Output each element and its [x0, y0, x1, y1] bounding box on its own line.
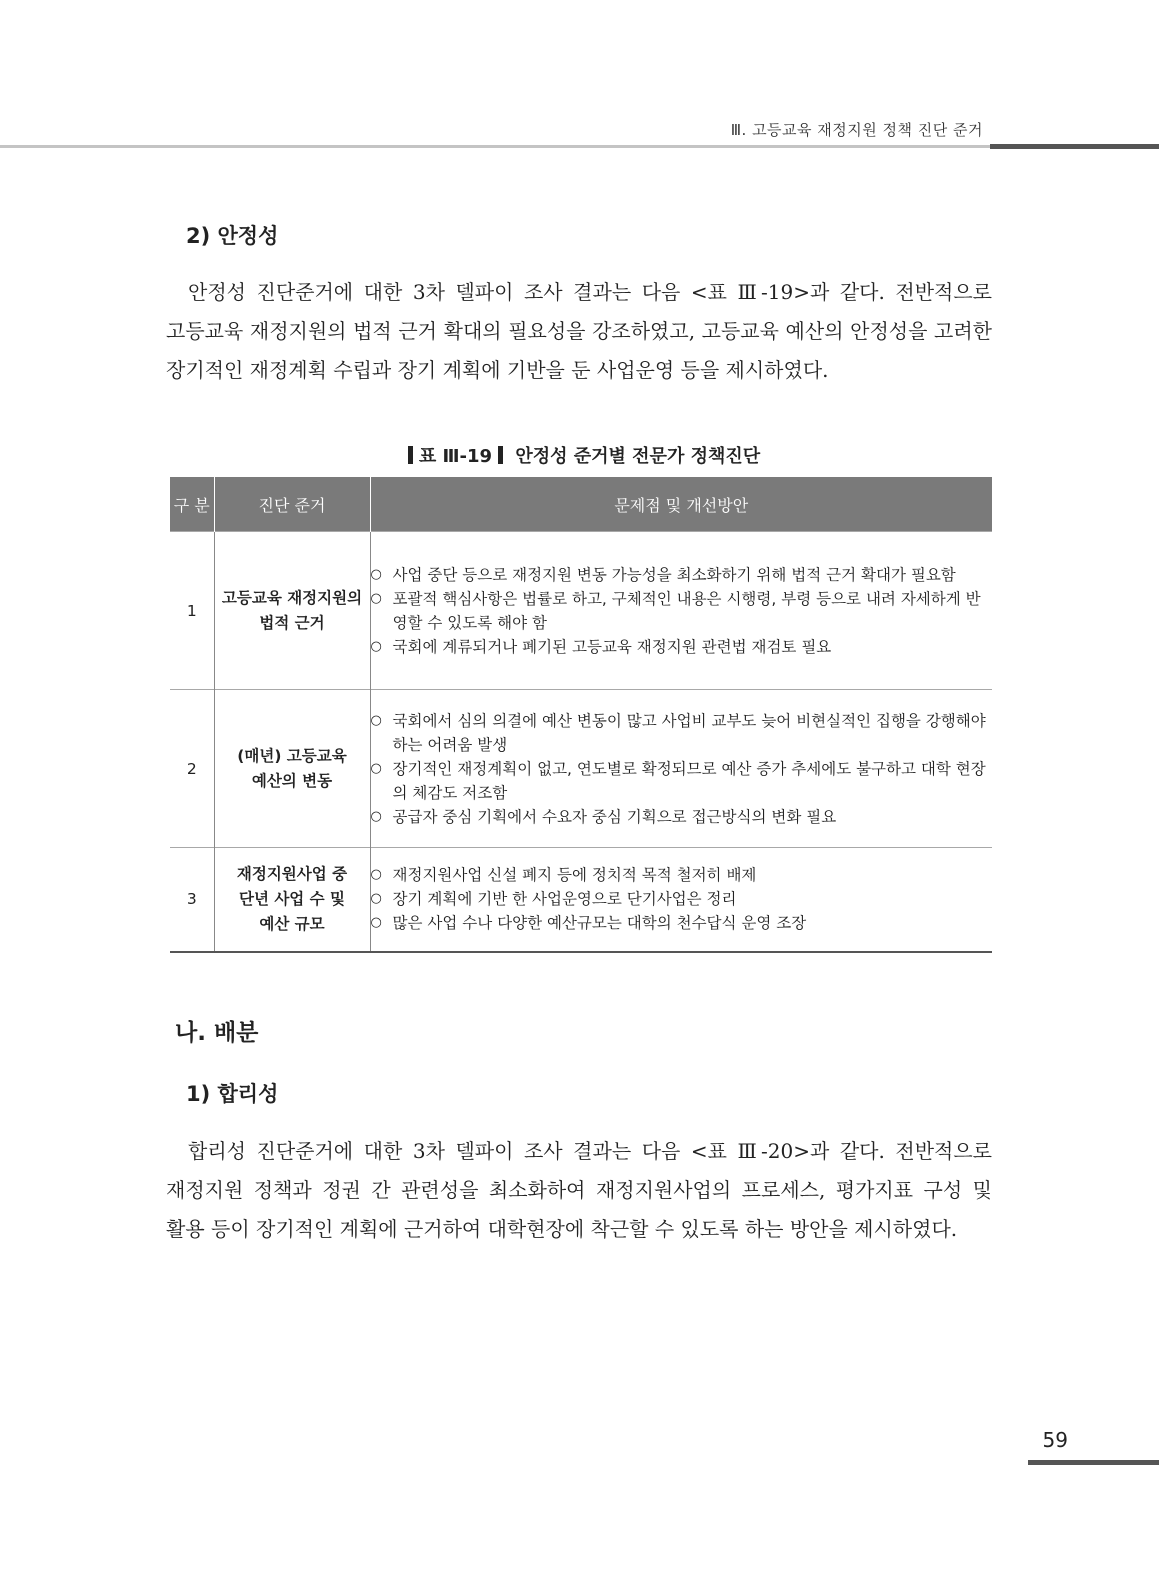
row-issues — [370, 532, 992, 690]
row-criterion — [214, 690, 370, 848]
criterion-line: 고등교육 재정지원의 — [221, 588, 363, 607]
criterion-line: 예산 규모 — [259, 914, 325, 933]
issue-item: ○ 포괄적 핵심사항은 법률로 하고, 구체적인 내용은 시행령, 부령 등으로 내려 자세하게 반영할 수 있도록 해야 함 — [371, 587, 993, 635]
distribution-heading: 나. 배분 — [175, 1020, 259, 1046]
table-row — [170, 690, 992, 848]
caption-bar-right — [498, 446, 503, 464]
row-criterion — [214, 532, 370, 690]
table-caption — [170, 442, 992, 468]
row-number: 1 — [170, 532, 214, 690]
criterion-line: (매년) 고등교육 — [237, 746, 347, 765]
criterion-line: 법적 근거 — [259, 613, 325, 632]
issue-item: ○ 국회에 계류되거나 폐기된 고등교육 재정지원 관련법 재검토 필요 — [371, 635, 993, 659]
row-issues — [370, 848, 992, 952]
table-row — [170, 848, 992, 952]
caption-bar-left — [408, 446, 413, 464]
column-header-issues: 문제점 및 개선방안 — [370, 477, 992, 532]
header-rule — [0, 145, 990, 148]
issue-item: ○ 사업 중단 등으로 재정지원 변동 가능성을 최소화하기 위해 법적 근거 확대가 필요함 — [371, 563, 993, 587]
row-number: 3 — [170, 848, 214, 952]
running-header: Ⅲ. 고등교육 재정지원 정책 진단 준거 — [730, 121, 983, 139]
rationality-heading: 1) 합리성 — [186, 1082, 279, 1106]
row-issues — [370, 690, 992, 848]
column-header-category: 구 분 — [170, 477, 214, 532]
criterion-line: 재정지원사업 중 — [236, 864, 348, 883]
policy-diagnosis-table — [170, 477, 992, 953]
header-rule-accent — [990, 144, 1159, 149]
table-header-row — [170, 477, 992, 532]
stability-paragraph: 안정성 진단준거에 대한 3차 델파이 조사 결과는 다음 <표 Ⅲ-19>과 같다. 전반적으로 고등교육 재정지원의 법적 근거 확대의 필요성을 강조하였고, 고등교육 예산의 안정성을 고려한 장기적인 재정계획 수립과 장기 계획에 기반을 둔 사업운영 등을 제시하였다. — [166, 280, 992, 382]
criterion-line: 예산의 변동 — [251, 771, 333, 790]
row-criterion — [214, 848, 370, 952]
issue-item: ○ 재정지원사업 신설 폐지 등에 정치적 목적 철저히 배제 — [371, 863, 993, 887]
issue-item: ○ 장기적인 재정계획이 없고, 연도별로 확정되므로 예산 증가 추세에도 불구하고 대학 현장의 체감도 저조함 — [371, 757, 993, 805]
issue-item: ○ 국회에서 심의 의결에 예산 변동이 많고 사업비 교부도 늦어 비현실적인 집행을 강행해야하는 어려움 발생 — [371, 709, 993, 757]
issue-item: ○ 공급자 중심 기획에서 수요자 중심 기획으로 접근방식의 변화 필요 — [371, 805, 993, 829]
column-header-criterion: 진단 준거 — [214, 477, 370, 532]
footer-rule — [1028, 1460, 1159, 1465]
table-caption-title: 안정성 준거별 전문가 정책진단 — [515, 446, 761, 467]
issue-item: ○ 장기 계획에 기반 한 사업운영으로 단기사업은 정리 — [371, 887, 993, 911]
page-number: 59 — [1042, 1428, 1068, 1452]
issue-item: ○ 많은 사업 수나 다양한 예산규모는 대학의 천수답식 운영 조장 — [371, 911, 993, 935]
row-number: 2 — [170, 690, 214, 848]
table-caption-label: 표 Ⅲ-19 — [418, 446, 493, 467]
rationality-paragraph: 합리성 진단준거에 대한 3차 델파이 조사 결과는 다음 <표 Ⅲ-20>과 같다. 전반적으로 재정지원 정책과 정권 간 관련성을 최소화하여 재정지원사업의 프로세스, 평가지표 구성 및 활용 등이 장기적인 계획에 근거하여 대학현장에 착근할 수 있도록 하는 방안을 제시하였다. — [166, 1139, 992, 1241]
table-row — [170, 532, 992, 690]
stability-heading: 2) 안정성 — [186, 224, 279, 248]
criterion-line: 단년 사업 수 및 — [238, 889, 346, 908]
